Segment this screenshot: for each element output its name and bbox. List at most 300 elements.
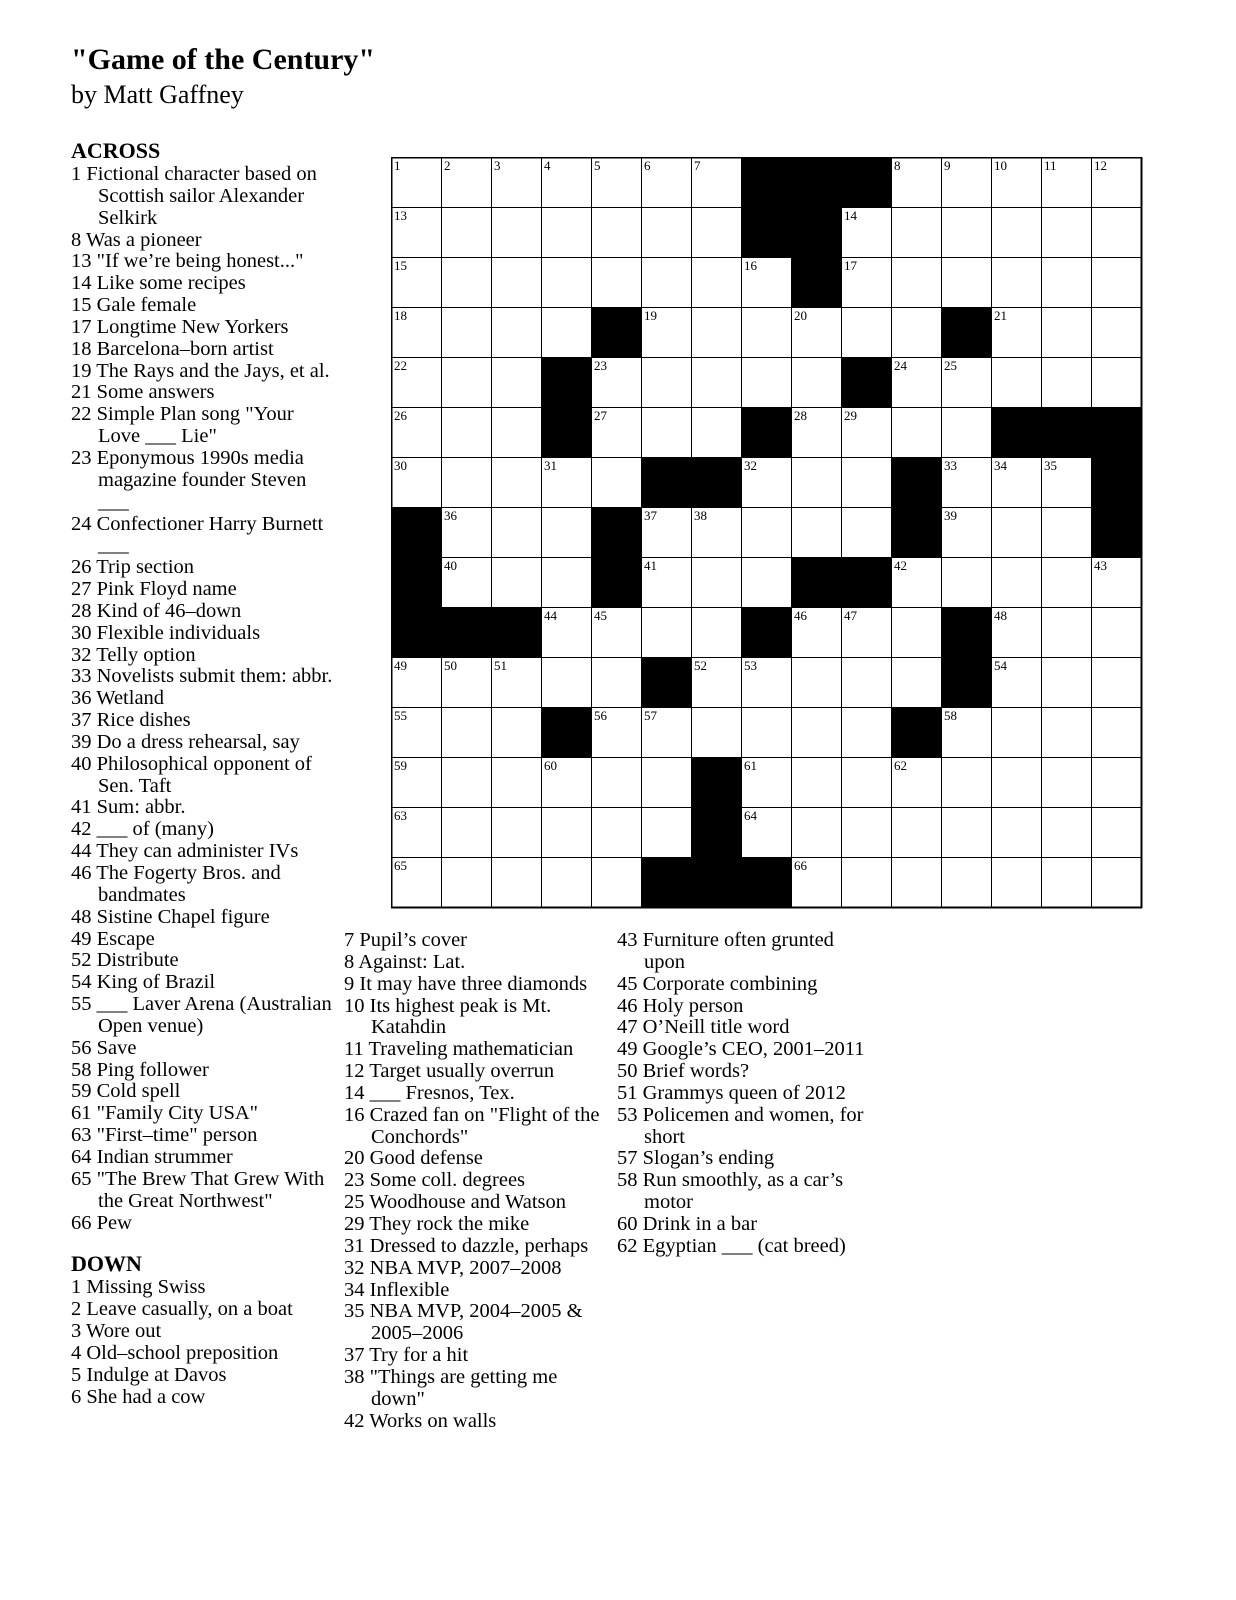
grid-cell[interactable] <box>941 357 991 407</box>
grid-cell[interactable] <box>541 857 591 907</box>
grid-cell[interactable] <box>491 407 541 457</box>
grid-number: 26 <box>394 408 407 423</box>
grid-cell[interactable] <box>541 507 591 557</box>
grid-number: 2 <box>444 158 451 173</box>
grid-cell[interactable] <box>791 457 841 507</box>
down-clue: 8 Against: Lat. <box>344 950 466 973</box>
grid-cell[interactable] <box>591 207 641 257</box>
grid-cell[interactable] <box>641 557 691 607</box>
grid-number: 61 <box>744 758 757 773</box>
grid-number: 60 <box>544 758 557 773</box>
down-clue: 10 Its highest peak is Mt. Katahdin <box>344 994 552 1039</box>
grid-cell[interactable] <box>391 407 441 457</box>
grid-cell[interactable] <box>691 207 741 257</box>
grid-cell[interactable] <box>691 657 741 707</box>
grid-cell[interactable] <box>541 757 591 807</box>
down-clue: 57 Slogan’s ending <box>617 1147 775 1170</box>
grid-block <box>841 157 891 207</box>
grid-block <box>541 357 591 407</box>
grid-cell[interactable] <box>741 307 791 357</box>
across-clue: 15 Gale female <box>71 294 197 317</box>
grid-number: 15 <box>394 258 407 273</box>
grid-block <box>891 457 941 507</box>
grid-block <box>741 407 791 457</box>
down-heading: DOWN <box>71 1251 142 1277</box>
grid-cell[interactable] <box>741 707 791 757</box>
grid-number: 21 <box>994 308 1007 323</box>
grid-cell[interactable] <box>991 607 1041 657</box>
grid-cell[interactable] <box>1091 557 1141 607</box>
down-clue-list-part-3 <box>617 930 879 1258</box>
down-clue-list-part-2 <box>344 930 606 1432</box>
grid-cell[interactable] <box>391 357 441 407</box>
grid-cell[interactable] <box>1091 357 1141 407</box>
grid-cell[interactable] <box>1091 707 1141 757</box>
grid-cell[interactable] <box>941 557 991 607</box>
grid-cell[interactable] <box>791 507 841 557</box>
grid-cell[interactable] <box>841 307 891 357</box>
across-clue: 1 Fictional character based on Scottish sailor Alexander Selkirk <box>71 163 317 229</box>
grid-cell[interactable] <box>1041 707 1091 757</box>
grid-cell[interactable] <box>541 807 591 857</box>
across-clue: 36 Wetland <box>71 687 165 710</box>
grid-cell[interactable] <box>791 357 841 407</box>
across-clue: 27 Pink Floyd name <box>71 578 237 601</box>
grid-cell[interactable] <box>991 807 1041 857</box>
grid-cell[interactable] <box>391 707 441 757</box>
grid-number: 20 <box>794 308 807 323</box>
grid-cell[interactable] <box>691 607 741 657</box>
down-clue: 2 Leave casually, on a boat <box>71 1298 293 1321</box>
grid-cell[interactable] <box>1091 257 1141 307</box>
grid-cell[interactable] <box>1091 207 1141 257</box>
grid-number: 59 <box>394 758 407 773</box>
grid-cell[interactable] <box>491 807 541 857</box>
down-clue: 31 Dressed to dazzle, perhaps <box>344 1234 589 1257</box>
grid-number: 34 <box>994 458 1007 473</box>
across-clue: 40 Philosophical opponent of Sen. Taft <box>71 752 312 797</box>
grid-cell[interactable] <box>841 207 891 257</box>
grid-cell[interactable] <box>991 507 1041 557</box>
grid-cell[interactable] <box>1041 257 1091 307</box>
grid-cell[interactable] <box>891 407 941 457</box>
across-clue: 56 Save <box>71 1036 137 1059</box>
grid-cell[interactable] <box>791 307 841 357</box>
across-clue: 13 "If we’re being honest..." <box>71 250 304 273</box>
grid-cell[interactable] <box>691 257 741 307</box>
down-clue: 23 Some coll. degrees <box>344 1169 526 1192</box>
grid-cell[interactable] <box>491 207 541 257</box>
grid-cell[interactable] <box>441 307 491 357</box>
grid-cell[interactable] <box>741 257 791 307</box>
grid-cell[interactable] <box>691 557 741 607</box>
grid-number: 65 <box>394 858 407 873</box>
grid-cell[interactable] <box>641 757 691 807</box>
grid-cell[interactable] <box>941 457 991 507</box>
grid-cell[interactable] <box>991 457 1041 507</box>
grid-number: 53 <box>744 658 757 673</box>
grid-cell[interactable] <box>741 557 791 607</box>
grid-cell[interactable] <box>891 207 941 257</box>
across-clue: 55 ___ Laver Arena (Australian Open venue) <box>71 993 332 1037</box>
across-clue: 61 "Family City USA" <box>71 1102 259 1125</box>
across-clue: 24 Confectioner Harry Burnett ___ <box>71 512 324 557</box>
grid-cell[interactable] <box>491 657 541 707</box>
grid-cell[interactable] <box>491 557 541 607</box>
grid-cell[interactable] <box>891 157 941 207</box>
grid-cell[interactable] <box>441 557 491 607</box>
grid-number: 41 <box>644 558 657 573</box>
grid-cell[interactable] <box>891 807 941 857</box>
grid-cell[interactable] <box>891 307 941 357</box>
grid-cell[interactable] <box>841 257 891 307</box>
grid-cell[interactable] <box>841 857 891 907</box>
grid-cell[interactable] <box>391 307 441 357</box>
grid-cell[interactable] <box>641 507 691 557</box>
grid-cell[interactable] <box>741 757 791 807</box>
grid-cell[interactable] <box>441 707 491 757</box>
grid-cell[interactable] <box>591 457 641 507</box>
grid-number: 58 <box>944 708 957 723</box>
grid-cell[interactable] <box>741 457 791 507</box>
grid-cell[interactable] <box>391 857 441 907</box>
grid-cell[interactable] <box>1041 157 1091 207</box>
grid-number: 18 <box>394 308 407 323</box>
grid-number: 49 <box>394 658 407 673</box>
grid-cell[interactable] <box>791 607 841 657</box>
grid-number: 36 <box>444 508 457 523</box>
grid-cell[interactable] <box>891 757 941 807</box>
grid-block <box>691 807 741 857</box>
grid-cell[interactable] <box>391 207 441 257</box>
grid-cell[interactable] <box>841 707 891 757</box>
down-clue: 9 It may have three diamonds <box>344 972 588 995</box>
grid-cell[interactable] <box>1041 857 1091 907</box>
grid-number: 14 <box>844 208 857 223</box>
grid-cell[interactable] <box>641 807 691 857</box>
across-clue: 63 "First–time" person <box>71 1124 258 1147</box>
grid-cell[interactable] <box>391 757 441 807</box>
grid-cell[interactable] <box>791 657 841 707</box>
grid-cell[interactable] <box>891 357 941 407</box>
grid-block <box>791 207 841 257</box>
down-clue: 6 She had a cow <box>71 1385 206 1408</box>
grid-cell[interactable] <box>441 807 491 857</box>
grid-number: 16 <box>744 258 757 273</box>
grid-cell[interactable] <box>941 707 991 757</box>
grid-cell[interactable] <box>591 807 641 857</box>
grid-cell[interactable] <box>391 457 441 507</box>
grid-cell[interactable] <box>591 657 641 707</box>
grid-number: 10 <box>994 158 1007 173</box>
grid-cell[interactable] <box>991 757 1041 807</box>
across-clue: 21 Some answers <box>71 381 215 404</box>
across-clue: 66 Pew <box>71 1211 132 1234</box>
grid-cell[interactable] <box>491 307 541 357</box>
grid-cell[interactable] <box>491 707 541 757</box>
grid-number: 19 <box>644 308 657 323</box>
grid-cell[interactable] <box>791 857 841 907</box>
grid-number: 40 <box>444 558 457 573</box>
grid-cell[interactable] <box>441 757 491 807</box>
grid-cell[interactable] <box>841 407 891 457</box>
grid-cell[interactable] <box>541 157 591 207</box>
grid-number: 13 <box>394 208 407 223</box>
grid-cell[interactable] <box>691 357 741 407</box>
grid-cell[interactable] <box>691 157 741 207</box>
across-clue: 39 Do a dress rehearsal, say <box>71 730 300 753</box>
grid-cell[interactable] <box>891 657 941 707</box>
grid-cell[interactable] <box>791 757 841 807</box>
grid-cell[interactable] <box>991 657 1041 707</box>
grid-cell[interactable] <box>491 507 541 557</box>
down-clue: 45 Corporate combining <box>617 972 818 995</box>
grid-cell[interactable] <box>991 557 1041 607</box>
across-clue: 17 Longtime New Yorkers <box>71 315 289 338</box>
grid-block <box>391 557 441 607</box>
grid-number: 54 <box>994 658 1007 673</box>
grid-cell[interactable] <box>991 307 1041 357</box>
grid-cell[interactable] <box>1091 307 1141 357</box>
grid-cell[interactable] <box>591 607 641 657</box>
grid-cell[interactable] <box>841 507 891 557</box>
grid-cell[interactable] <box>741 507 791 557</box>
across-clue: 18 Barcelona–born artist <box>71 337 274 360</box>
grid-number: 22 <box>394 358 407 373</box>
across-clue: 22 Simple Plan song "Your Love ___ Lie" <box>71 403 294 448</box>
grid-cell[interactable] <box>741 807 791 857</box>
grid-block <box>641 657 691 707</box>
grid-cell[interactable] <box>991 157 1041 207</box>
grid-block <box>791 557 841 607</box>
grid-block <box>741 157 791 207</box>
grid-cell[interactable] <box>691 307 741 357</box>
grid-cell[interactable] <box>541 457 591 507</box>
grid-cell[interactable] <box>491 357 541 407</box>
across-clue: 28 Kind of 46–down <box>71 599 242 622</box>
grid-cell[interactable] <box>641 307 691 357</box>
grid-block <box>1091 407 1141 457</box>
down-clue: 11 Traveling mathematician <box>344 1038 574 1061</box>
grid-cell[interactable] <box>491 257 541 307</box>
across-clue: 32 Telly option <box>71 643 196 666</box>
grid-cell[interactable] <box>741 357 791 407</box>
grid-cell[interactable] <box>491 457 541 507</box>
grid-cell[interactable] <box>891 557 941 607</box>
grid-cell[interactable] <box>441 357 491 407</box>
grid-cell[interactable] <box>441 407 491 457</box>
across-clue: 54 King of Brazil <box>71 971 216 994</box>
grid-cell[interactable] <box>641 157 691 207</box>
grid-block <box>641 457 691 507</box>
grid-cell[interactable] <box>541 207 591 257</box>
grid-cell[interactable] <box>441 457 491 507</box>
grid-block <box>691 857 741 907</box>
grid-cell[interactable] <box>791 407 841 457</box>
grid-cell[interactable] <box>941 257 991 307</box>
grid-cell[interactable] <box>441 507 491 557</box>
grid-number: 8 <box>894 158 901 173</box>
grid-cell[interactable] <box>591 857 641 907</box>
grid-cell[interactable] <box>491 857 541 907</box>
grid-cell[interactable] <box>591 707 641 757</box>
grid-cell[interactable] <box>941 407 991 457</box>
across-clue: 42 ___ of (many) <box>71 818 214 841</box>
down-clue: 35 NBA MVP, 2004–2005 & 2005–2006 <box>344 1300 583 1345</box>
down-clue: 7 Pupil’s cover <box>344 929 467 951</box>
grid-cell[interactable] <box>941 857 991 907</box>
grid-cell[interactable] <box>991 207 1041 257</box>
grid-cell[interactable] <box>941 807 991 857</box>
grid-cell[interactable] <box>591 157 641 207</box>
grid-cell[interactable] <box>891 257 941 307</box>
grid-cell[interactable] <box>891 857 941 907</box>
grid-cell[interactable] <box>991 857 1041 907</box>
grid-cell[interactable] <box>1041 457 1091 507</box>
grid-cell[interactable] <box>441 157 491 207</box>
across-clue: 26 Trip section <box>71 556 195 579</box>
clue-column-2 <box>344 930 606 1432</box>
grid-cell[interactable] <box>641 257 691 307</box>
grid-block <box>541 407 591 457</box>
across-clue: 58 Ping follower <box>71 1058 209 1081</box>
grid-cell[interactable] <box>991 257 1041 307</box>
grid-cell[interactable] <box>791 707 841 757</box>
down-clue: 5 Indulge at Davos <box>71 1363 227 1386</box>
down-clue: 42 Works on walls <box>344 1409 497 1432</box>
grid-number: 38 <box>694 508 707 523</box>
across-clue: 48 Sistine Chapel figure <box>71 905 270 928</box>
down-clue: 4 Old–school preposition <box>71 1341 279 1364</box>
grid-number: 6 <box>644 158 651 173</box>
grid-cell[interactable] <box>1091 657 1141 707</box>
grid-cell[interactable] <box>991 357 1041 407</box>
grid-block <box>841 357 891 407</box>
grid-cell[interactable] <box>941 157 991 207</box>
grid-cell[interactable] <box>1041 807 1091 857</box>
across-clue: 37 Rice dishes <box>71 709 191 732</box>
grid-cell[interactable] <box>591 257 641 307</box>
grid-number: 50 <box>444 658 457 673</box>
grid-block <box>791 157 841 207</box>
grid-number: 64 <box>744 808 757 823</box>
grid-cell[interactable] <box>1041 657 1091 707</box>
grid-cell[interactable] <box>391 157 441 207</box>
grid-number: 17 <box>844 258 857 273</box>
grid-number: 35 <box>1044 458 1057 473</box>
grid-cell[interactable] <box>391 807 441 857</box>
grid-cell[interactable] <box>391 257 441 307</box>
grid-number: 9 <box>944 158 951 173</box>
across-clue: 65 "The Brew That Grew With the Great Northwest" <box>71 1167 325 1212</box>
grid-cell[interactable] <box>591 357 641 407</box>
grid-cell[interactable] <box>841 607 891 657</box>
across-heading: ACROSS <box>71 138 161 163</box>
grid-cell[interactable] <box>541 557 591 607</box>
grid-cell[interactable] <box>941 207 991 257</box>
grid-block <box>841 557 891 607</box>
grid-cell[interactable] <box>441 207 491 257</box>
grid-cell[interactable] <box>841 657 891 707</box>
down-clue: 46 Holy person <box>617 994 744 1017</box>
grid-cell[interactable] <box>691 707 741 757</box>
grid-cell[interactable] <box>1041 757 1091 807</box>
across-clue: 44 They can administer IVs <box>71 840 299 863</box>
grid-cell[interactable] <box>691 507 741 557</box>
across-clue: 14 Like some recipes <box>71 272 246 295</box>
grid-cell[interactable] <box>541 657 591 707</box>
grid-block <box>1091 507 1141 557</box>
grid-cell[interactable] <box>1091 807 1141 857</box>
grid-cell[interactable] <box>1041 207 1091 257</box>
down-clue: 1 Missing Swiss <box>71 1276 206 1299</box>
grid-cell[interactable] <box>491 157 541 207</box>
grid-block <box>691 457 741 507</box>
grid-number: 51 <box>494 658 507 673</box>
grid-cell[interactable] <box>491 757 541 807</box>
grid-cell[interactable] <box>641 707 691 757</box>
grid-cell[interactable] <box>641 607 691 657</box>
grid-cell[interactable] <box>691 407 741 457</box>
grid-cell[interactable] <box>441 257 491 307</box>
grid-cell[interactable] <box>841 757 891 807</box>
grid-cell[interactable] <box>1091 757 1141 807</box>
grid-cell[interactable] <box>1041 507 1091 557</box>
grid-cell[interactable] <box>641 407 691 457</box>
grid-number: 27 <box>594 408 607 423</box>
down-clue: 16 Crazed fan on "Flight of the Conchords" <box>344 1103 600 1148</box>
clue-column-3 <box>617 930 879 1258</box>
grid-number: 7 <box>694 158 701 173</box>
grid-cell[interactable] <box>591 757 641 807</box>
grid-cell[interactable] <box>1091 857 1141 907</box>
grid-number: 66 <box>794 858 807 873</box>
grid-number: 33 <box>944 458 957 473</box>
grid-cell[interactable] <box>541 607 591 657</box>
grid-cell[interactable] <box>541 307 591 357</box>
grid-number: 42 <box>894 558 907 573</box>
grid-cell[interactable] <box>1091 607 1141 657</box>
grid-cell[interactable] <box>1041 557 1091 607</box>
grid-cell[interactable] <box>941 507 991 557</box>
grid-cell[interactable] <box>1091 157 1141 207</box>
grid-cell[interactable] <box>841 807 891 857</box>
grid-cell[interactable] <box>741 657 791 707</box>
grid-cell[interactable] <box>1041 607 1091 657</box>
grid-cell[interactable] <box>441 857 491 907</box>
grid-cell[interactable] <box>891 607 941 657</box>
grid-cell[interactable] <box>941 757 991 807</box>
grid-cell[interactable] <box>541 257 591 307</box>
grid-cell[interactable] <box>391 657 441 707</box>
grid-number: 30 <box>394 458 407 473</box>
grid-block <box>741 857 791 907</box>
grid-cell[interactable] <box>841 457 891 507</box>
down-clue: 14 ___ Fresnos, Tex. <box>344 1081 515 1104</box>
grid-cell[interactable] <box>641 207 691 257</box>
grid-number: 52 <box>694 658 707 673</box>
grid-cell[interactable] <box>1041 307 1091 357</box>
grid-cell[interactable] <box>1041 357 1091 407</box>
grid-number: 62 <box>894 758 907 773</box>
grid-block <box>941 307 991 357</box>
clue-column-1 <box>71 137 333 1408</box>
grid-cell[interactable] <box>441 657 491 707</box>
grid-cell[interactable] <box>991 707 1041 757</box>
grid-cell[interactable] <box>791 807 841 857</box>
grid-cell[interactable] <box>641 357 691 407</box>
grid-cell[interactable] <box>591 407 641 457</box>
